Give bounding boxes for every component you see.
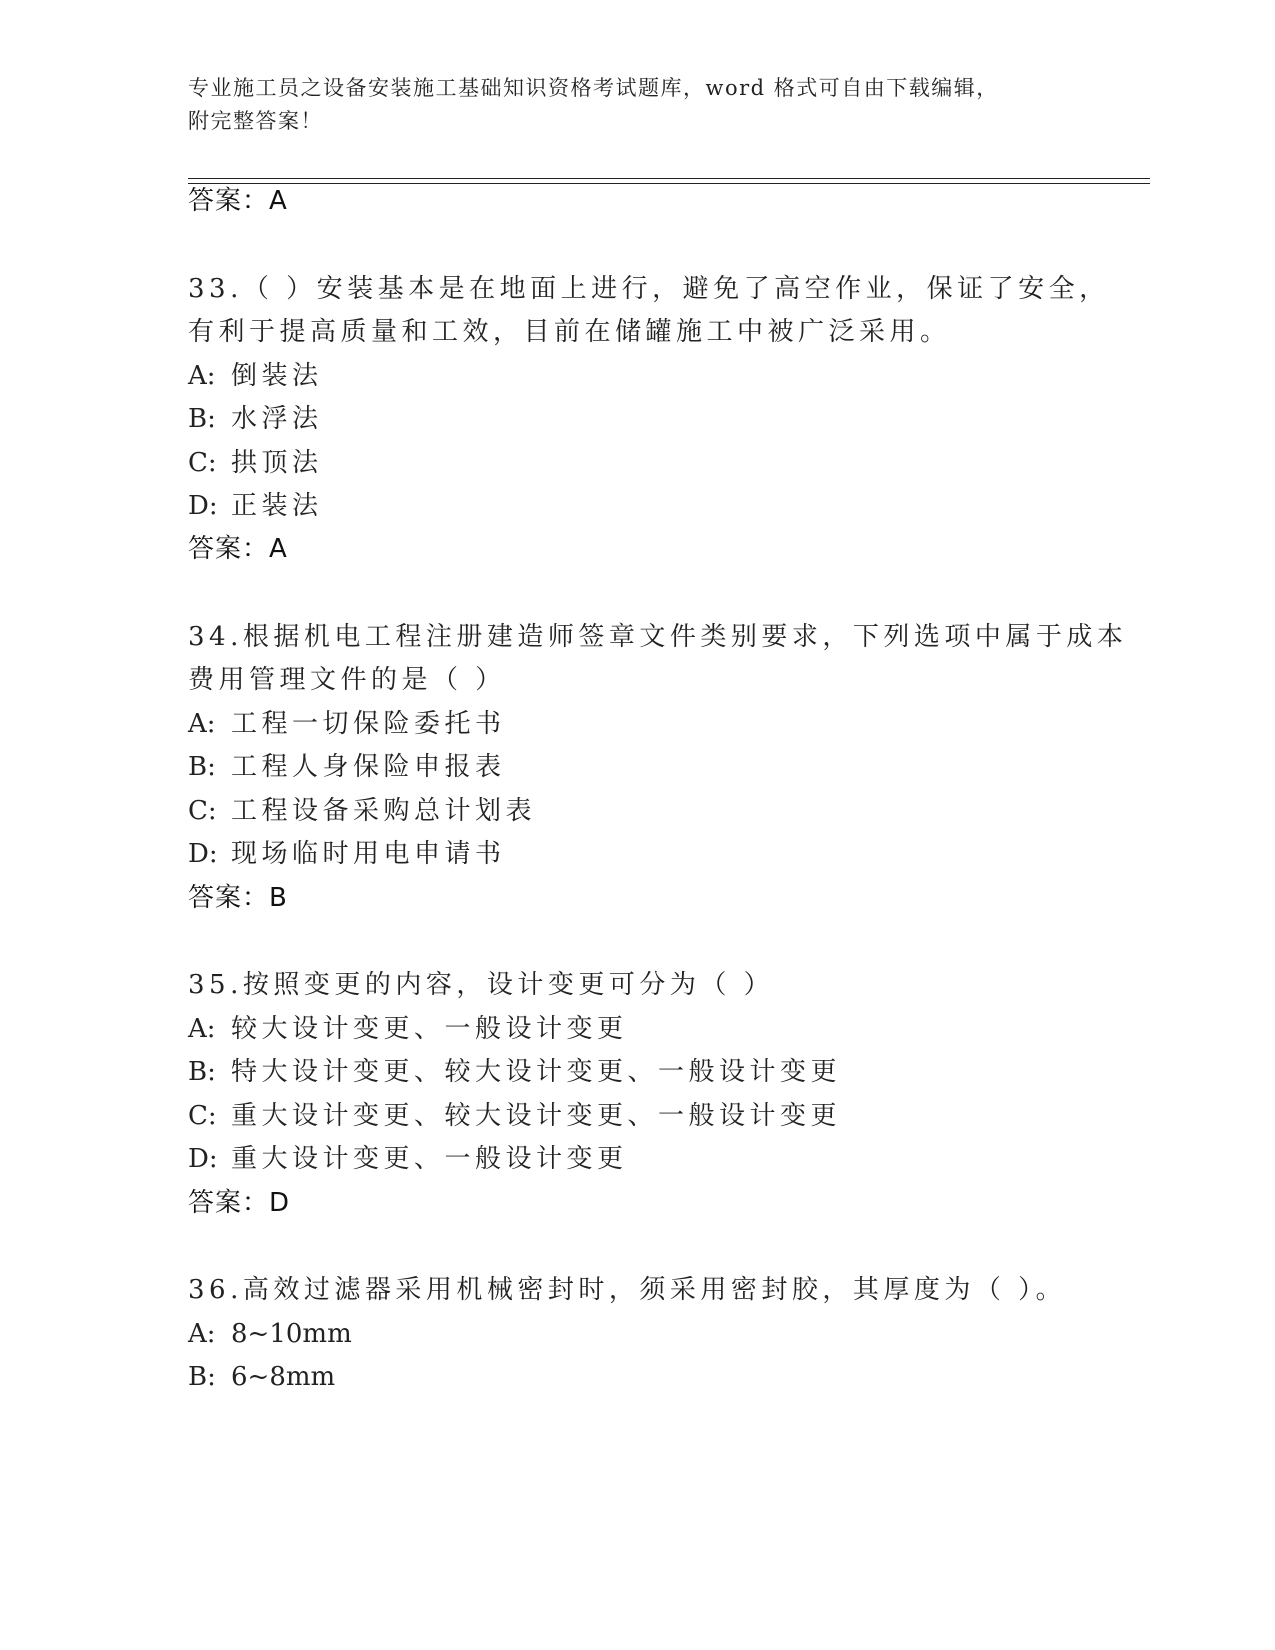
question-34-option-a	[188, 707, 506, 741]
option-text: 6~8mm	[231, 1362, 336, 1392]
question-33-stem-line-2: 有利于提高质量和工效，目前在储罐施工中被广泛采用。	[188, 317, 951, 347]
option-letter: B:	[188, 1362, 216, 1392]
option-text: 重大设计变更、一般设计变更	[231, 1144, 628, 1174]
question-34-option-d	[188, 837, 506, 871]
question-33-answer: 答案：A	[188, 534, 288, 564]
question-34-option-c	[188, 794, 536, 828]
option-text: 工程设备采购总计划表	[231, 796, 537, 826]
option-letter: B:	[188, 752, 216, 782]
option-text: 现场临时用电申请书	[231, 839, 506, 869]
option-text: 倒装法	[231, 361, 323, 391]
question-35-option-b	[188, 1055, 841, 1089]
question-35-option-a	[188, 1012, 628, 1046]
question-33-option-b	[188, 402, 323, 436]
option-letter: A:	[188, 361, 216, 391]
option-text: 8~10mm	[231, 1319, 352, 1349]
option-letter: D:	[188, 1144, 218, 1174]
option-letter: B:	[188, 1057, 216, 1087]
option-letter: A:	[188, 709, 216, 739]
option-text: 水浮法	[231, 404, 323, 434]
option-text: 工程人身保险申报表	[231, 752, 506, 782]
question-34-stem-line-1: 34.根据机电工程注册建造师签章文件类别要求，下列选项中属于成本	[188, 622, 1128, 652]
question-35-option-d	[188, 1142, 628, 1176]
option-letter: A:	[188, 1319, 216, 1349]
option-text: 正装法	[231, 491, 323, 521]
document-header	[188, 72, 1068, 138]
question-35-option-c	[188, 1099, 841, 1133]
option-text: 特大设计变更、较大设计变更、一般设计变更	[231, 1057, 842, 1087]
question-33-option-a	[188, 359, 323, 393]
option-letter: D:	[188, 839, 218, 869]
option-letter: D:	[188, 491, 218, 521]
question-36-option-a	[188, 1317, 352, 1351]
header-line-2: 附完整答案！	[188, 109, 323, 133]
previous-answer: 答案：A	[188, 186, 288, 216]
option-text: 较大设计变更、一般设计变更	[231, 1014, 628, 1044]
question-35-stem-line-1: 35.按照变更的内容，设计变更可分为（ ）	[188, 970, 775, 1000]
option-text: 工程一切保险委托书	[231, 709, 506, 739]
header-line-1: 专业施工员之设备安装施工基础知识资格考试题库，word 格式可自由下载编辑，	[188, 76, 999, 100]
question-33-stem-line-1: 33.（ ）安装基本是在地面上进行，避免了高空作业，保证了安全，	[188, 274, 1110, 304]
option-letter: C:	[188, 1101, 217, 1131]
question-33-option-d	[188, 489, 323, 523]
option-letter: C:	[188, 796, 217, 826]
question-35-answer: 答案：D	[188, 1188, 291, 1218]
header-divider-bottom	[188, 183, 1150, 184]
question-34-stem-line-2: 费用管理文件的是（ ）	[188, 665, 506, 695]
question-34-answer: 答案：B	[188, 883, 288, 913]
header-divider-top	[188, 178, 1150, 179]
question-36-option-b	[188, 1360, 335, 1394]
option-letter: B:	[188, 404, 216, 434]
option-letter: A:	[188, 1014, 216, 1044]
question-33-option-c	[188, 446, 323, 480]
question-34-option-b	[188, 750, 506, 784]
option-text: 拱顶法	[231, 448, 323, 478]
option-letter: C:	[188, 448, 217, 478]
option-text: 重大设计变更、较大设计变更、一般设计变更	[231, 1101, 842, 1131]
question-36-stem-line-1: 36.高效过滤器采用机械密封时，须采用密封胶，其厚度为（ ）。	[188, 1275, 1067, 1305]
